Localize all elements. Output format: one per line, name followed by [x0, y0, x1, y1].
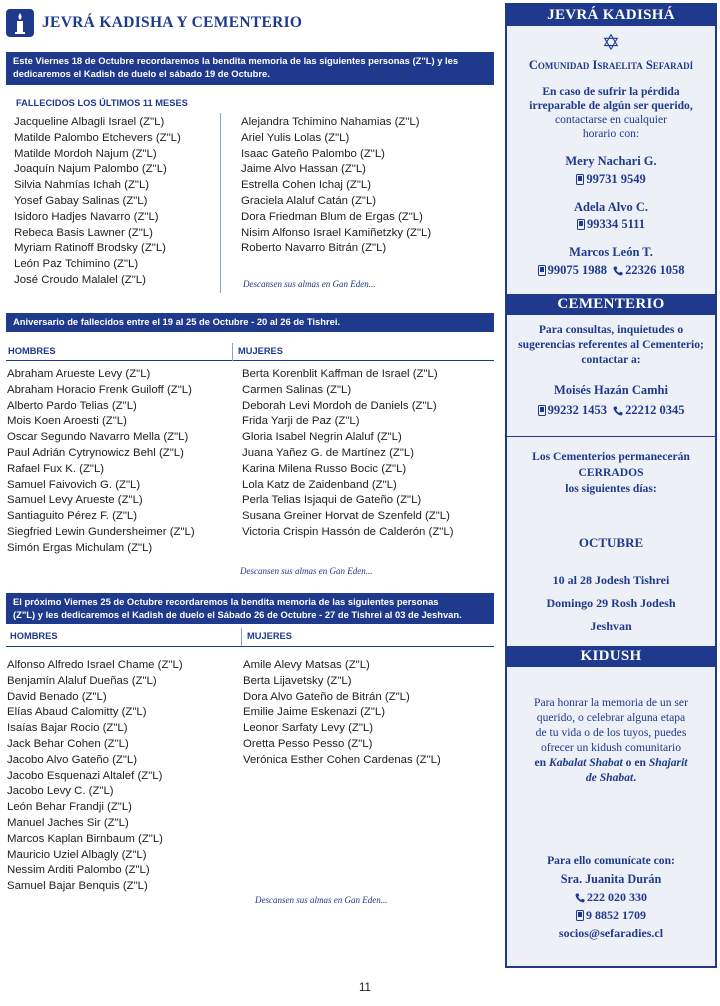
page-header [6, 6, 496, 40]
closed-day-3: Jeshvan [590, 619, 632, 633]
list-item: Berta Korenblit Kaffman de Israel (Z"L) [242, 368, 438, 380]
list-item: José Croudo Malalel (Z"L) [14, 273, 146, 286]
kidush-text-6: de Shabat. [585, 771, 637, 784]
contact3-name: Marcos León T. [569, 245, 653, 259]
candle-icon [6, 9, 34, 37]
kidush-contact-name: Sra. Juanita Durán [560, 872, 662, 886]
list-item: Leonor Sarfaty Levy (Z"L) [243, 722, 374, 735]
closed-line-1: Los Cementerios permanecerán [532, 450, 690, 463]
cementerio-text-3: contactar a: [581, 353, 641, 366]
closed-line-3: los siguientes días: [565, 482, 657, 495]
list-item: Manuel Jaches Sir (Z"L) [7, 816, 129, 829]
list-item: Rafael Fux K. (Z"L) [7, 462, 105, 475]
list-item: Ariel Yulis Lolas (Z"L) [241, 131, 350, 144]
list-item: Samuel Bajar Benquis (Z"L) [7, 880, 148, 893]
closed-month: OCTUBRE [578, 535, 644, 550]
cementerio-text-1: Para consultas, inquietudes o [538, 323, 684, 336]
page-number: 11 [359, 982, 371, 994]
list-item: Abraham Arueste Levy (Z"L) [7, 368, 151, 380]
list-item: Amile Alevy Matsas (Z"L) [243, 659, 370, 671]
list-item: Alfonso Alfredo Israel Chame (Z"L) [7, 659, 183, 671]
section2-women-label: MUJERES [238, 346, 283, 356]
section2-rip: Descansen sus almas en Gan Eden... [240, 566, 373, 576]
list-item: Isaac Gateño Palombo (Z"L) [241, 147, 385, 160]
mobile-phone-icon [576, 910, 584, 921]
list-item: Berta Lijavetsky (Z"L) [243, 674, 352, 687]
list-item: Abraham Horacio Frenk Guiloff (Z"L) [7, 383, 192, 396]
closed-day-2: Domingo 29 Rosh Jodesh [546, 596, 676, 610]
list-item: Benjamín Alaluf Dueñas (Z"L) [7, 674, 157, 687]
contact1-mobile: 99731 9549 [507, 172, 715, 187]
list-item: Gloria Isabel Negrin Alaluf (Z"L) [242, 431, 402, 444]
cementerio-title: CEMENTERIO [507, 294, 715, 315]
list-item: Verónica Esther Cohen Cardenas (Z"L) [243, 753, 441, 766]
list-item: Alejandra Tchimino Nahamias (Z"L) [241, 116, 420, 128]
list-item: Jaime Alvo Hassan (Z"L) [241, 163, 366, 176]
list-item: Nisim Alfonso Israel Kamiñetzky (Z"L) [241, 226, 432, 239]
section2-women-list [242, 367, 453, 541]
section3-banner [6, 593, 494, 624]
column-divider [220, 113, 221, 293]
kidush-text-3: de tu vida o de los tuyos, puedes [535, 726, 687, 739]
list-item: Dora Alvo Gateño de Bitrán (Z"L) [243, 690, 410, 703]
contact2-mobile: 99334 5111 [507, 217, 715, 232]
section2-men-list [7, 367, 195, 557]
list-item: Jacqueline Albagli Israel (Z"L) [14, 116, 165, 128]
kidush-phone: 222 020 330 [507, 890, 715, 905]
section3-women-list [243, 658, 441, 769]
section1-rip: Descansen sus almas en Gan Eden... [243, 279, 376, 289]
sidebar [505, 3, 717, 968]
kidush-mobile: 9 8852 1709 [507, 908, 715, 923]
community-name: Comunidad Israelita Sefaradí [528, 58, 694, 72]
contact1-name: Mery Nachari G. [565, 154, 657, 168]
list-item: Jacobo Esquenazi Altalef (Z"L) [7, 769, 163, 782]
list-item: Deborah Levi Mordoh de Daniels (Z"L) [242, 399, 437, 412]
section3-rip: Descansen sus almas en Gan Eden... [255, 895, 388, 905]
mobile-phone-icon [576, 174, 584, 185]
list-item: Jack Behar Cohen (Z"L) [7, 737, 129, 750]
list-item: Dora Friedman Blum de Ergas (Z"L) [241, 210, 423, 223]
kadisha-title: JEVRÁ KADISHÁ [507, 5, 715, 26]
divider [6, 360, 494, 361]
list-item: Roberto Navarro Bitrán (Z"L) [241, 242, 387, 255]
list-item: Mauricio Uziel Albagly (Z"L) [7, 848, 147, 861]
list-item: Nessim Arditi Palombo (Z"L) [7, 864, 150, 877]
closed-line-2: CERRADOS [578, 466, 644, 479]
list-item: Joaquín Najum Palombo (Z"L) [14, 163, 167, 176]
telephone-icon [613, 406, 623, 416]
list-item: Victoria Crispin Hassón de Calderón (Z"L) [242, 525, 454, 538]
list-item: Alberto Pardo Telias (Z"L) [7, 399, 137, 412]
contact3-phones: 99075 1988 22326 1058 [507, 263, 715, 278]
list-item: Santiaguito Pérez F. (Z"L) [7, 510, 138, 523]
kidush-contact-intro: Para ello comunícate con: [547, 854, 675, 867]
list-item: Samuel Faivovich G. (Z"L) [7, 478, 141, 491]
list-item: Rebeca Basis Lawner (Z"L) [14, 226, 153, 239]
cementerio-contact-name: Moisés Hazán Camhi [554, 383, 668, 397]
list-item: Graciela Alaluf Catán (Z"L) [241, 194, 377, 207]
list-item: Matilde Palombo Etchevers (Z"L) [14, 131, 181, 144]
list-item: Yosef Gabay Salinas (Z"L) [14, 194, 148, 207]
section3-banner-line1: El próximo Viernes 25 de Octubre recordaremos la bendita memoria de las siguientes personas [13, 596, 439, 607]
section2-banner: Aniversario de fallecidos entre el 19 al 25 de Octubre - 20 al 26 de Tishrei. [6, 313, 494, 332]
divider [6, 646, 494, 647]
section1-subtitle: FALLECIDOS LOS ÚLTIMOS 11 MESES [16, 98, 188, 108]
telephone-icon [613, 266, 623, 276]
kidush-title: KIDUSH [507, 646, 715, 667]
section1-list-col2 [241, 115, 431, 257]
kidush-email[interactable]: socios@sefaradies.cl [558, 926, 664, 940]
cementerio-contact-phones: 99232 1453 22212 0345 [507, 403, 715, 418]
divider [507, 436, 715, 437]
section3-women-label: MUJERES [247, 631, 292, 641]
list-item: Perla Telias Isjaqui de Gateño (Z"L) [242, 494, 422, 507]
list-item: León Behar Frandji (Z"L) [7, 801, 132, 814]
list-item: Paul Adrián Cytrynowicz Behl (Z"L) [7, 446, 184, 459]
list-item: Lola Katz de Zaidenband (Z"L) [242, 478, 397, 491]
mobile-phone-icon [577, 219, 585, 230]
column-divider [232, 343, 233, 361]
list-item: Samuel Levy Arueste (Z"L) [7, 494, 143, 507]
list-item: Mois Koen Aroesti (Z"L) [7, 415, 127, 428]
section3-men-list [7, 658, 183, 895]
list-item: Silvia Nahmías Ichah (Z"L) [14, 179, 150, 192]
kidush-text-1: Para honrar la memoria de un ser [534, 696, 688, 709]
list-item: Juana Yañez G. de Martínez (Z"L) [242, 446, 415, 459]
star-of-david-icon: ✡ [601, 30, 621, 55]
list-item: Oretta Pesso Pesso (Z"L) [243, 737, 373, 750]
list-item: Marcos Kaplan Birnbaum (Z"L) [7, 832, 163, 845]
kadisha-intro-2: irreparable de algún ser querido, [529, 99, 693, 112]
list-item: David Benado (Z"L) [7, 690, 107, 703]
page-title: JEVRÁ KADISHA Y CEMENTERIO [42, 14, 303, 31]
telephone-icon [575, 893, 585, 903]
list-item: Isidoro Hadjes Navarro (Z"L) [14, 210, 159, 223]
list-item: Susana Greiner Horvat de Szenfeld (Z"L) [242, 510, 450, 523]
contact2-name: Adela Alvo C. [574, 200, 648, 214]
list-item: Emilie Jaime Eskenazi (Z"L) [243, 706, 386, 719]
column-divider [241, 628, 242, 646]
mobile-phone-icon [538, 405, 546, 416]
list-item: Frida Yarji de Paz (Z"L) [242, 415, 360, 428]
list-item: Estrella Cohen Ichaj (Z"L) [241, 179, 372, 192]
section2-men-label: HOMBRES [8, 346, 56, 356]
mobile-phone-icon [538, 265, 546, 276]
kadisha-intro-4: horario con: [582, 127, 640, 140]
kidush-text-4: ofrecer un kidush comunitario [540, 741, 682, 754]
kadisha-intro-3: contactarse en cualquier [554, 113, 667, 126]
kidush-text-2: querido, o celebrar alguna etapa [536, 711, 686, 724]
list-item: Jacobo Alvo Gateño (Z"L) [7, 753, 138, 766]
section1-banner: Este Viernes 18 de Octubre recordaremos la bendita memoria de las siguientes personas (Z"L) y les dedicaremos el Kadish de duelo el sábado 19 de Octubre. [6, 52, 494, 85]
list-item: Matilde Mordoh Najum (Z"L) [14, 147, 157, 160]
list-item: León Paz Tchimino (Z"L) [14, 258, 139, 271]
list-item: Myriam Ratinoff Brodsky (Z"L) [14, 242, 166, 255]
list-item: Isaías Bajar Rocio (Z"L) [7, 722, 128, 735]
section3-men-label: HOMBRES [10, 631, 58, 641]
list-item: Simón Ergas Michulam (Z"L) [7, 541, 153, 554]
list-item: Elías Abaud Calomitty (Z"L) [7, 706, 147, 719]
list-item: Siegfried Lewin Gundersheimer (Z"L) [7, 525, 195, 538]
list-item: Karina Milena Russo Bocic (Z"L) [242, 462, 407, 475]
kidush-text-5: en Kabalat Shabat o en Shajarit [534, 756, 688, 769]
list-item: Oscar Segundo Navarro Mella (Z"L) [7, 431, 189, 444]
section1-list-col1 [14, 115, 181, 289]
kadisha-intro-1: En caso de sufrir la pérdida [542, 85, 680, 98]
list-item: Jacobo Levy C. (Z"L) [7, 785, 114, 798]
cementerio-text-2: sugerencias referentes al Cementerio; [518, 338, 704, 351]
list-item: Carmen Salinas (Z"L) [242, 383, 352, 396]
section3-banner-line2: (Z"L) y les dedicaremos el Kadish de duelo el Sábado 26 de Octubre - 27 de Tishrei al 03 de Jeshvan. [13, 609, 462, 620]
closed-day-1: 10 al 28 Jodesh Tishrei [552, 573, 670, 587]
